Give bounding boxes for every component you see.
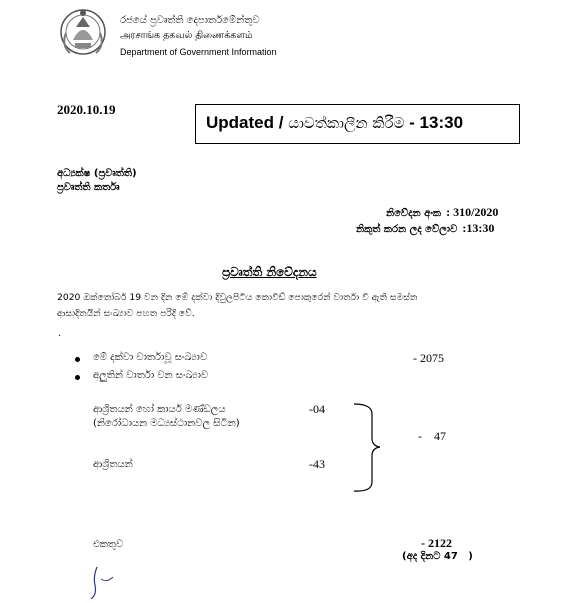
recipient-line-2: ප්‍රවෘත්ති කර්තෘ	[57, 182, 120, 193]
release-number-label: නිවේදන අංක	[386, 208, 441, 219]
curly-brace-icon	[352, 400, 382, 495]
sri-lanka-emblem-icon	[58, 5, 108, 60]
update-time: - 13:30	[409, 113, 464, 132]
bullet-label-2: අලුතින් වාර්තා වන සංඛ්‍යාව	[93, 370, 209, 381]
breakdown-row1-value: -04	[309, 402, 325, 416]
update-text	[206, 113, 463, 133]
breakdown-row1-label-1: ආශ්‍රිතයන් හෝ කාර්ය මණ්ඩලය	[93, 404, 226, 415]
update-box	[195, 104, 520, 144]
recipient-line-1: අධ්‍යක්ෂ (ප්‍රවෘත්ති)	[57, 168, 137, 179]
signature	[85, 565, 125, 599]
update-label-en: Updated /	[206, 113, 284, 132]
breakdown-row2-label: ආශ්‍රිතයන්	[93, 459, 133, 470]
update-label-si: යාවත්කාලීන කිරීම	[288, 114, 405, 132]
emblem	[58, 5, 108, 60]
bullet-icon	[75, 375, 80, 380]
breakdown-row2-value: -43	[309, 457, 325, 471]
release-time	[356, 217, 494, 236]
header-line-english: Department of Government Information	[120, 47, 277, 57]
total-today: (අද දිනට 47 )	[402, 551, 473, 562]
total-value: - 2122	[421, 536, 452, 550]
release-time-label: නිකුත් කරන ලද වේලාව	[356, 224, 458, 235]
bullet-icon	[75, 357, 80, 362]
release-time-value: :13:30	[462, 221, 495, 235]
body-line-1: 2020 ඔක්තෝබර් 19 වන දින මේ දක්වා දිවුලපිටිය කොවිඩ් පොකුරෙන් වාර්තා වී ඇති සමස්ත	[57, 292, 418, 303]
total-label: එකතුව	[93, 539, 124, 550]
body-dot: .	[58, 328, 62, 339]
document-date: 2020.10.19	[57, 102, 116, 117]
header-line-tamil: அரசாங்க தகவல் திணைக்களம்	[120, 30, 253, 41]
header-line-sinhala: රජයේ ප්‍රවෘත්ති දෙපාර්තමේන්තුව	[120, 15, 260, 26]
release-number-value: : 310/2020	[446, 205, 499, 219]
bullet-value-1: - 2075	[413, 351, 444, 365]
breakdown-row1-label-2: (නිරෝධායන මධ්‍යස්ථානවල සිටින)	[93, 418, 240, 429]
body-line-2: ආසාදිතයින් සංඛ්‍යාව පහත පරිදි වේ.	[57, 308, 195, 319]
breakdown-total-value: - 47	[418, 429, 446, 443]
bullet-label-1: මේ දක්වා වාර්තාවූ සංඛ්‍යාව	[93, 352, 208, 363]
page-title: ප්‍රවෘත්ති නිවේදනය	[222, 265, 317, 279]
